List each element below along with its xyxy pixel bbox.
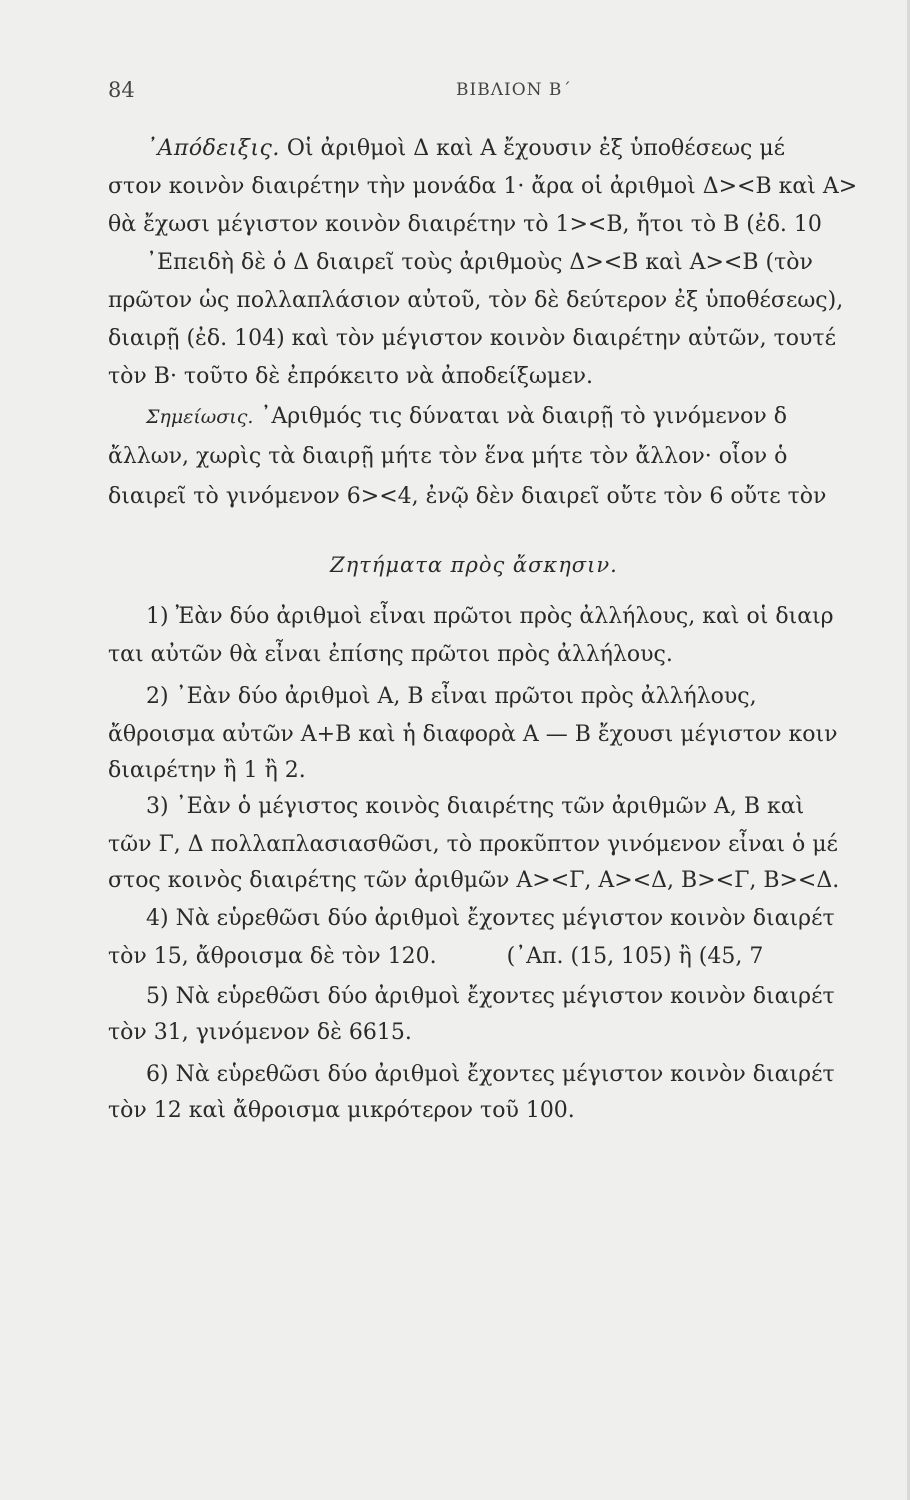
exercise-line: 5) Νὰ εὑρεθῶσι δύο ἀριθμοὶ ἔχοντες μέγιστον κοινὸν διαιρέτ [146,984,835,1009]
text-line: στον κοινὸν διαιρέτην τὴν μονάδα 1· ἄρα οἱ ἀριθμοὶ Δ><Β καὶ Α> [108,174,858,199]
text-line: διαιρεῖ τὸ γινόμενον 6><4, ἐνῷ δὲν διαιρεῖ οὔτε τὸν 6 οὔτε τὸν [108,484,827,509]
exercise-line: τὸν 15, ἄθροισμα δὲ τὸν 120. (᾿Απ. (15, 105) ἢ (45, 7 [108,944,764,969]
exercise-line: 3) ᾿Εὰν ὁ μέγιστος κοινὸς διαιρέτης τῶν ἀριθμῶν Α, Β καὶ [146,794,805,819]
text-line: ἄλλων, χωρὶς τὰ διαιρῇ μήτε τὸν ἕνα μήτε τὸν ἄλλον· οἷον ὁ [108,444,788,469]
section-heading: Ζητήματα πρὸς ἄσκησιν. [330,553,618,577]
text-line: πρῶτον ὡς πολλαπλάσιον αὐτοῦ, τὸν δὲ δεύτερον ἐξ ὑποθέσεως), [108,288,844,313]
exercise-line: 2) ᾿Εὰν δύο ἀριθμοὶ Α, Β εἶναι πρῶτοι πρὸς ἀλλήλους, [146,684,757,709]
running-head: ΒΙΒΛΙΟΝ Β΄ [456,80,572,100]
text-line: ᾿Απόδειξις. Οἱ ἀριθμοὶ Δ καὶ Α ἔχουσιν ἐξ ὑποθέσεως μέ [146,136,786,161]
exercise-line: ται αὐτῶν θὰ εἶναι ἐπίσης πρῶτοι πρὸς ἀλλήλους. [108,642,673,667]
exercise-line: 6) Νὰ εὑρεθῶσι δύο ἀριθμοὶ ἔχοντες μέγιστον κοινὸν διαιρέτ [146,1062,835,1087]
note-lead: Σημείωσις. [146,406,254,428]
text-line: διαιρῇ (ἐδ. 104) καὶ τὸν μέγιστον κοινὸν διαιρέτην αὐτῶν, τουτέ [108,326,836,351]
text-line: θὰ ἔχωσι μέγιστον κοινὸν διαιρέτην τὸ 1><Β, ἤτοι τὸ Β (ἐδ. 10 [108,212,822,237]
exercise-line: ἄθροισμα αὐτῶν Α+Β καὶ ἡ διαφορὰ Α — Β ἔχουσι μέγιστον κοιν [108,722,838,747]
page-header [108,78,888,106]
page-number: 84 [108,78,135,102]
exercise-line: τὸν 12 καὶ ἄθροισμα μικρότερον τοῦ 100. [108,1098,575,1123]
proof-lead: ᾿Απόδειξις. [146,136,280,161]
exercise-line: 1) Ἐὰν δύο ἀριθμοὶ εἶναι πρῶτοι πρὸς ἀλλήλους, καὶ οἱ διαιρ [146,604,834,629]
exercise-line: τῶν Γ, Δ πολλαπλασιασθῶσι, τὸ προκῦπτον γινόμενον εἶναι ὁ μέ [108,832,838,857]
text-line: τὸν Β· τοῦτο δὲ ἐπρόκειτο νὰ ἀποδείξωμεν. [108,364,593,389]
text-line: ᾿Επειδὴ δὲ ὁ Δ διαιρεῖ τοὺς ἀριθμοὺς Δ><Β καὶ Α><Β (τὸν [146,250,813,275]
text-line: Σημείωσις. ᾿Αριθμός τις δύναται νὰ διαιρῇ τὸ γινόμενον δ [146,404,787,429]
exercise-line: διαιρέτην ἢ 1 ἢ 2. [108,758,306,783]
exercise-line: 4) Νὰ εὑρεθῶσι δύο ἀριθμοὶ ἔχοντες μέγιστον κοινὸν διαιρέτ [146,906,835,931]
exercise-line: στος κοινὸς διαιρέτης τῶν ἀριθμῶν Α><Γ, Α><Δ, Β><Γ, Β><Δ. [108,868,840,893]
exercise-line: τὸν 31, γινόμενον δὲ 6615. [108,1020,412,1045]
